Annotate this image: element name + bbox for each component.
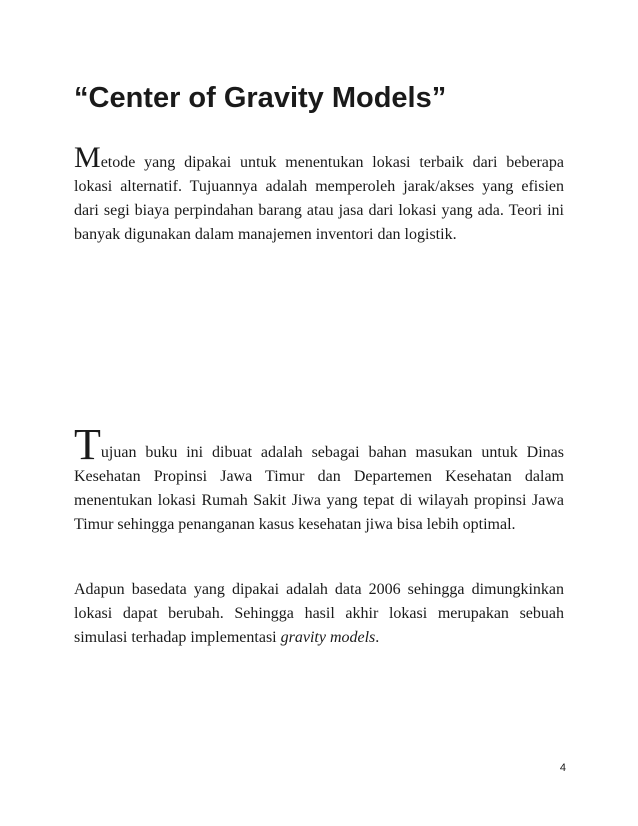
paragraph-definition [74,141,564,247]
paragraph-purpose [74,420,564,537]
paragraph-database-note [74,578,564,650]
paragraph-text: ujuan buku ini dibuat adalah sebagai bahan masukan untuk Dinas Kesehatan Propinsi Jawa Timur dan Departemen Kesehatan dalam menentukan lokasi Rumah Sakit Jiwa yang tepat di wilayah propinsi Jawa Timur sehingga penanganan kasus kesehatan jiwa bisa lebih optimal. [74,444,564,533]
drop-cap: M [74,141,101,174]
sentence-end: . [375,629,380,646]
italic-term: gravity models [280,629,376,646]
page-title: “Center of Gravity Models” [74,82,447,114]
paragraph-text: etode yang dipakai untuk menentukan lokasi terbaik dari beberapa lokasi alternatif. Tujuannya adalah memperoleh jarak/akses yang efisien dari segi biaya perpindahan barang atau jasa dari lokasi yang ada. Teori ini banyak digunakan dalam manajemen inventori dan logistik. [74,154,564,243]
paragraph-text: Adapun basedata yang dipakai adalah data 2006 sehingga dimungkinkan lokasi dapat berubah. Sehingga hasil akhir lokasi merupakan sebuah simulasi terhadap implementasi [74,581,564,646]
drop-cap: T [74,420,101,469]
page-number: 4 [559,762,566,774]
